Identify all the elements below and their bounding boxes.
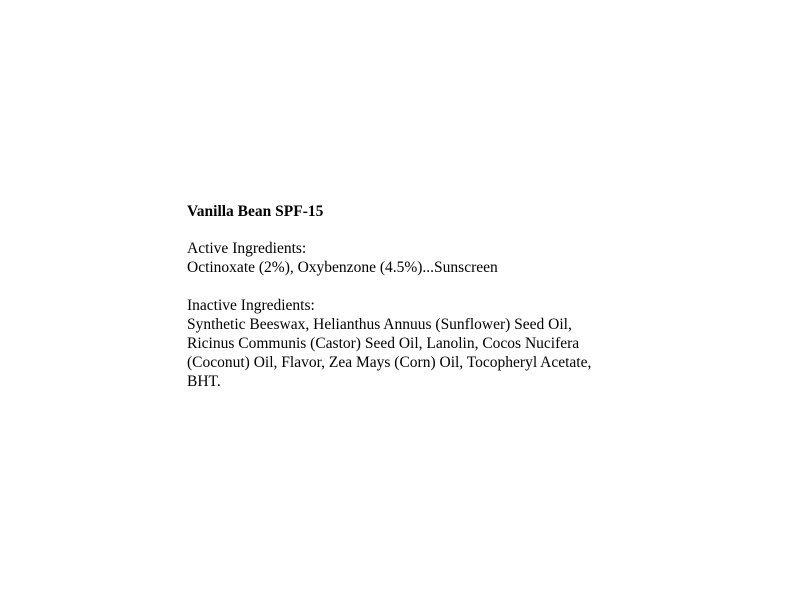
active-ingredients-line: Octinoxate (2%), Oxybenzone (4.5%)...Sunscreen — [187, 259, 498, 276]
inactive-ingredients-line: (Coconut) Oil, Flavor, Zea Mays (Corn) Oil, Tocopheryl Acetate, — [187, 354, 592, 371]
inactive-ingredients-section — [187, 296, 627, 391]
inactive-ingredients-line: Synthetic Beeswax, Helianthus Annuus (Sunflower) Seed Oil, — [187, 316, 572, 333]
ingredients-document — [187, 202, 627, 410]
product-title: Vanilla Bean SPF-15 — [187, 203, 324, 220]
inactive-ingredients-heading: Inactive Ingredients: — [187, 297, 315, 314]
active-ingredients-section — [187, 239, 627, 277]
inactive-ingredients-line: BHT. — [187, 373, 221, 390]
active-ingredients-heading: Active Ingredients: — [187, 240, 307, 257]
inactive-ingredients-line: Ricinus Communis (Castor) Seed Oil, Lanolin, Cocos Nucifera — [187, 335, 580, 352]
